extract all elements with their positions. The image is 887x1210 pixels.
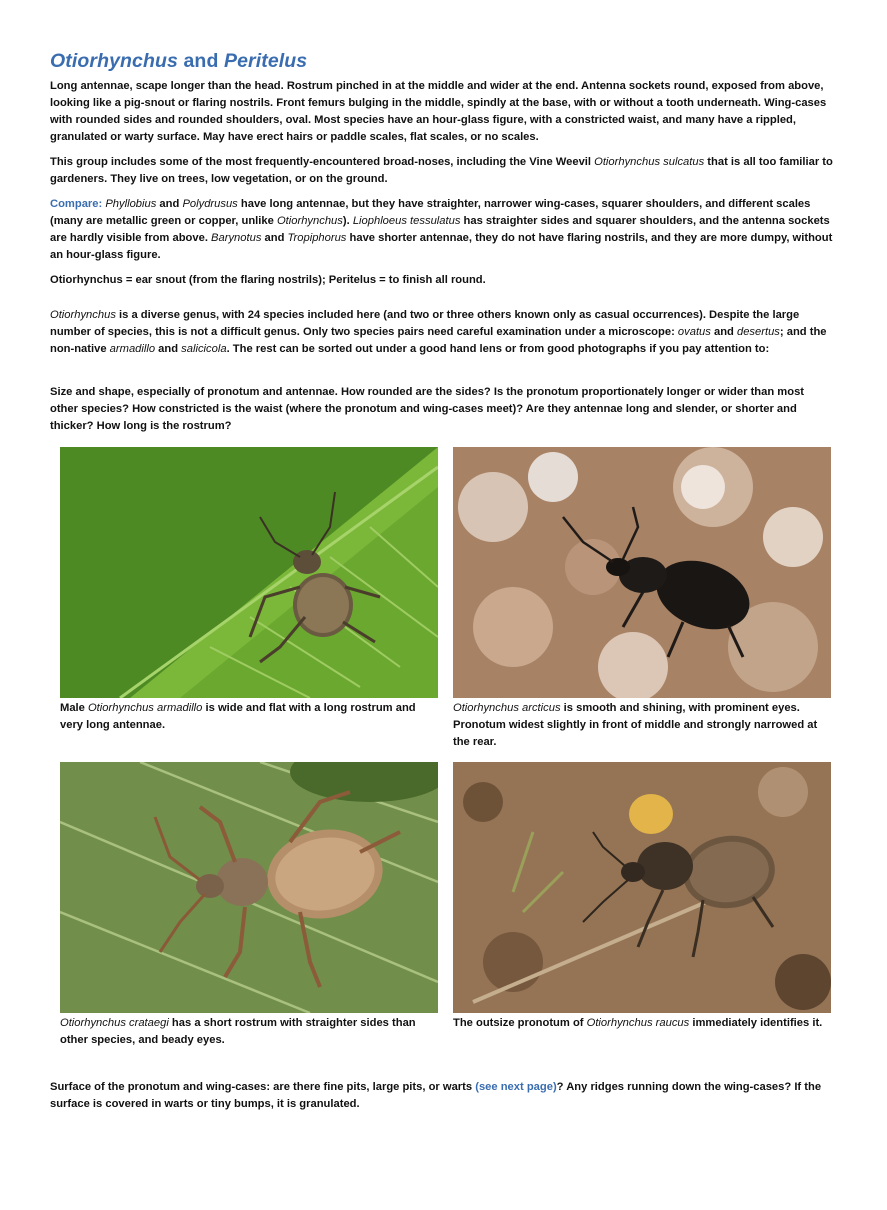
- caption-3: Otiorhynchus crataegi has a short rostrum with straighter sides than other species, and beady eyes.: [60, 1017, 416, 1046]
- caption-2: Otiorhynchus arcticus is smooth and shining, with prominent eyes. Pronotum widest slightly in front of middle and strongly narrowed at the rear.: [453, 702, 818, 748]
- caption-species: Otiorhynchus arcticus: [453, 702, 561, 714]
- surface-paragraph: Surface of the pronotum and wing-cases: are there fine pits, large pits, or warts (see next page)? Any ridges running down the wing-cases? If the surface is covered in warts or tiny bumps, it is granulated.: [50, 1081, 822, 1110]
- caption-4: The outsize pronotum of Otiorhynchus raucus immediately identifies it.: [453, 1017, 823, 1029]
- photo-otiorhynchus-crataegi: [60, 762, 438, 1013]
- intro-paragraph: Long antennae, scape longer than the head. Rostrum pinched in at the middle and wider at the end. Antenna sockets round, exposed from above, looking like a pig-snout or flaring nostrils. Front femurs bulging in the middle, spindly at the base, with or without a tooth underneath. Wing-cases with rounded sides and rounded shoulders, oval. Most species have an hour-glass figure, with a constricted waist, and many have a rippled, granulated or warty surface. May have erect hairs or paddle scales, flat scales, or no scales.: [50, 80, 827, 143]
- size-shape-paragraph: Size and shape, especially of pronotum and antennae. How rounded are the sides? Is the pronotum proportionately longer or wider than most other species? How constricted is the waist (where the pronotum and wing-cases meet)? Are they antennae long and slender, or shorter and thicker? How long is the rostrum?: [50, 386, 805, 432]
- group-paragraph: This group includes some of the most frequently-encountered broad-noses, including the Vine Weevil Otiorhynchus sulcatus that is all too familiar to gardeners. They live on trees, low vegetation, or on the ground.: [50, 156, 833, 185]
- photo-otiorhynchus-arcticus: [453, 447, 831, 698]
- title-genus-1: Otiorhynchus: [50, 50, 178, 72]
- title-genus-2: Peritelus: [223, 50, 308, 72]
- etymology-paragraph: Otiorhynchus = ear snout (from the flaring nostrils); Peritelus = to finish all round.: [50, 274, 486, 286]
- diverse-paragraph: Otiorhynchus is a diverse genus, with 24 species included here (and two or three others known only as casual occurrences). Despite the large number of species, this is not a difficult genus. Only two species pairs need careful examination under a microscope: ovatus and desertus; and the non-native armadillo and salicicola. The rest can be sorted out under a good hand lens or from good photographs if you pay attention to:: [50, 309, 827, 355]
- page-title: [50, 50, 307, 73]
- title-and: and: [177, 50, 224, 72]
- species-name: Otiorhynchus sulcatus: [594, 156, 705, 168]
- see-next-page-link[interactable]: (see next page): [475, 1081, 557, 1093]
- compare-label: Compare:: [50, 198, 103, 210]
- caption-1: Male Otiorhynchus armadillo is wide and flat with a long rostrum and very long antennae.: [60, 702, 416, 731]
- caption-species: Otiorhynchus armadillo: [87, 702, 203, 714]
- photo-otiorhynchus-raucus: [453, 762, 831, 1013]
- photo-otiorhynchus-armadillo: [60, 447, 438, 698]
- compare-paragraph: Compare: Phyllobius and Polydrusus have long antennae, but they have straighter, narrower wing-cases, squarer shoulders, and different scales (many are metallic green or copper, unlike Otiorhynchus). Liophloeus tessulatus has straighter sides and squarer shoulders, and the antenna sockets are hardly visible from above. Barynotus and Tropiphorus have shorter antennae, they do not have flaring nostrils, and they are more dumpy, without an hour-glass figure.: [50, 198, 833, 261]
- caption-species: Otiorhynchus raucus: [586, 1017, 690, 1029]
- caption-species: Otiorhynchus crataegi: [60, 1017, 169, 1029]
